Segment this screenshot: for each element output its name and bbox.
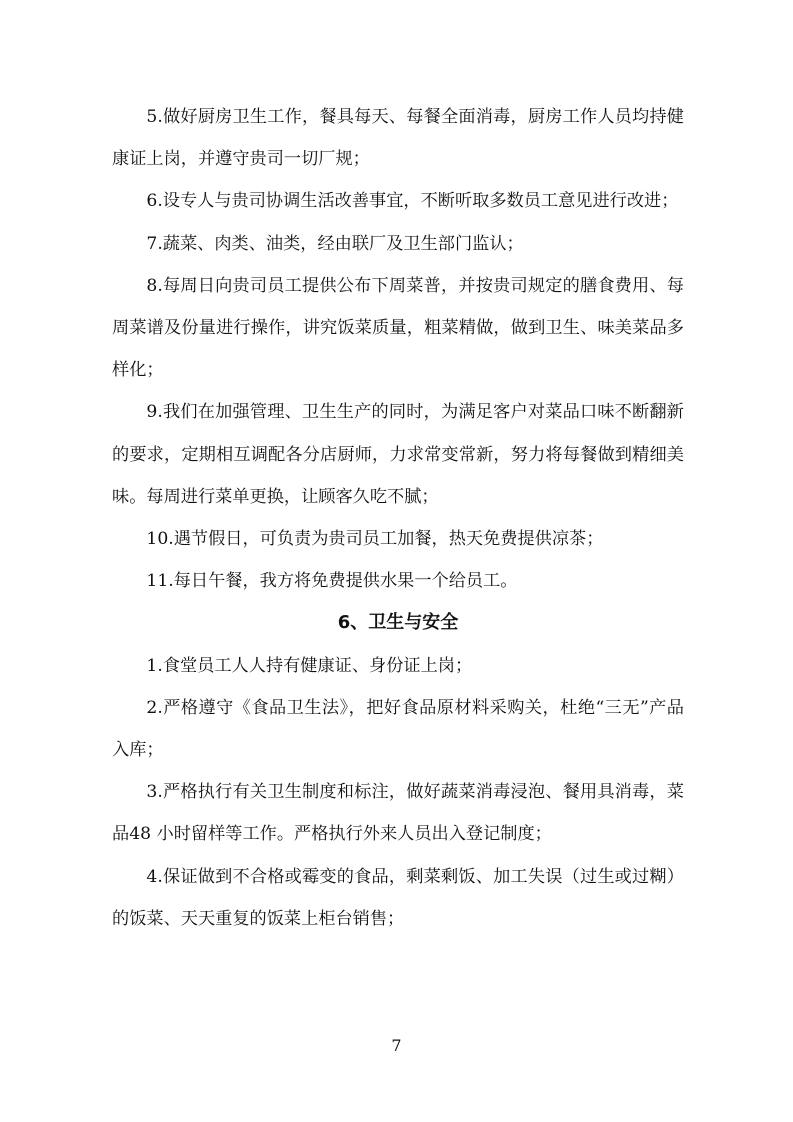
paragraph-item-8: 8.每周日向贵司员工提供公布下周菜普，并按贵司规定的膳食费用、每周菜谱及份量进行操作，讲究饭菜质量，粗菜精做，做到卫生、味美菜品多样化； [112,275,684,381]
paragraph-item-9: 9.我们在加强管理、卫生生产的同时，为满足客户对菜品口味不断翻新的要求，定期相互调配各分店厨师，力求常变常新，努力将每餐做到精细美味。每周进行菜单更换，让顾客久吃不腻； [112,402,684,507]
hygiene-item-3: 3.严格执行有关卫生制度和标注，做好蔬菜消毒浸泡、餐用具消毒，菜品48 小时留样等工作。严格执行外来人员出入登记制度； [112,782,684,845]
hygiene-item-4: 4.保证做到不合格或霉变的食品，剩菜剩饭、加工失误（过生或过糊）的饭菜、天天重复的饭菜上柜台销售； [112,866,684,929]
paragraph-item-6: 6.设专人与贵司协调生活改善事宜，不断听取多数员工意见进行改进； [146,191,679,212]
paragraph-item-7: 7.蔬菜、肉类、油类，经由联厂及卫生部门监认； [146,233,524,254]
page-content [112,96,684,940]
hygiene-item-2: 2.严格遵守《食品卫生法》，把好食品原材料采购关，杜绝“三无”产品入库； [112,697,684,761]
paragraph-item-5: 5.做好厨房卫生工作，餐具每天、每餐全面消毒，厨房工作人员均持健康证上岗，并遵守贵司一切厂规； [112,107,684,170]
section-heading-hygiene-safety: 6、卫生与安全 [337,612,459,634]
hygiene-item-1: 1.食堂员工人人持有健康证、身份证上岗； [146,655,473,676]
paragraph-item-11: 11.每日午餐，我方将免费提供水果一个给员工。 [146,571,518,592]
paragraph-item-10: 10.遇节假日，可负责为贵司员工加餐，热天免费提供凉茶； [146,529,604,550]
page-number: 7 [391,1036,402,1055]
